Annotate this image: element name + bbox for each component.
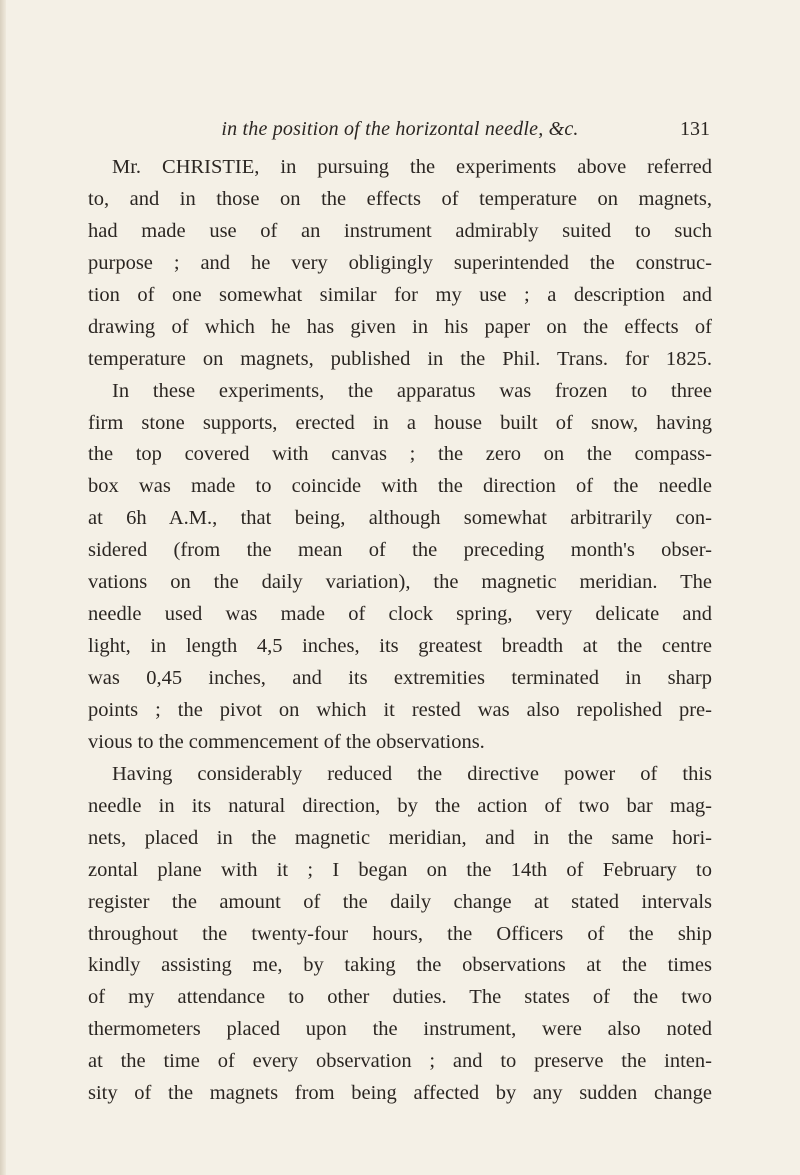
page-number: 131 (680, 118, 710, 140)
paragraph (88, 152, 712, 376)
text-line: nets, placed in the magnetic meridian, and in the same hori- (88, 826, 712, 849)
text-line: In these experiments, the apparatus was frozen to three (112, 379, 712, 402)
text-line: zontal plane with it ; I began on the 14th of February to (88, 858, 712, 881)
text-line: needle in its natural direction, by the action of two bar mag- (88, 794, 712, 817)
text-line: thermometers placed upon the instrument, were also noted (88, 1018, 712, 1041)
text-line: register the amount of the daily change at stated intervals (88, 890, 712, 913)
text-line: the top covered with canvas ; the zero on the compass- (88, 443, 712, 466)
text-line: sity of the magnets from being affected by any sudden change (88, 1082, 712, 1105)
running-head: in the position of the horizontal needle, &c. (221, 118, 579, 140)
paragraph (88, 376, 712, 759)
text-line: sidered (from the mean of the preceding month's obser- (88, 539, 712, 562)
text-line: temperature on magnets, published in the Phil. Trans. for 1825. (88, 347, 712, 370)
text-line: purpose ; and he very obligingly superintended the construc- (88, 251, 712, 274)
paragraph (88, 759, 712, 1110)
text-line: light, in length 4,5 inches, its greatest breadth at the centre (88, 635, 712, 658)
text-line: drawing of which he has given in his paper on the effects of (88, 315, 712, 338)
text-line: kindly assisting me, by taking the observations at the times (88, 954, 712, 977)
text-line: to, and in those on the effects of temperature on magnets, (88, 187, 712, 210)
text-line: at 6h A.M., that being, although somewhat arbitrarily con- (88, 507, 712, 530)
text-line: had made use of an instrument admirably suited to such (88, 219, 712, 242)
text-line: tion of one somewhat similar for my use ; a description and (88, 283, 712, 306)
text-line: was 0,45 inches, and its extremities terminated in sharp (88, 667, 712, 689)
text-line: at the time of every observation ; and to preserve the inten- (88, 1050, 712, 1073)
text-line: needle used was made of clock spring, very delicate and (88, 603, 712, 626)
page-gutter-edge (0, 0, 6, 1175)
text-line: Having considerably reduced the directive power of this (112, 762, 712, 785)
page-header (100, 118, 710, 146)
text-line: points ; the pivot on which it rested was also repolished pre- (88, 698, 712, 721)
text-line: vious to the commencement of the observations. (88, 730, 485, 753)
text-line: of my attendance to other duties. The states of the two (88, 986, 712, 1009)
body-text (88, 152, 712, 1110)
text-line: Mr. CHRISTIE, in pursuing the experiments above referred (112, 156, 712, 178)
text-line: throughout the twenty-four hours, the Officers of the ship (88, 922, 712, 945)
text-line: vations on the daily variation), the magnetic meridian. The (88, 571, 712, 594)
text-line: box was made to coincide with the direction of the needle (88, 475, 712, 498)
text-line: firm stone supports, erected in a house built of snow, having (88, 411, 712, 434)
